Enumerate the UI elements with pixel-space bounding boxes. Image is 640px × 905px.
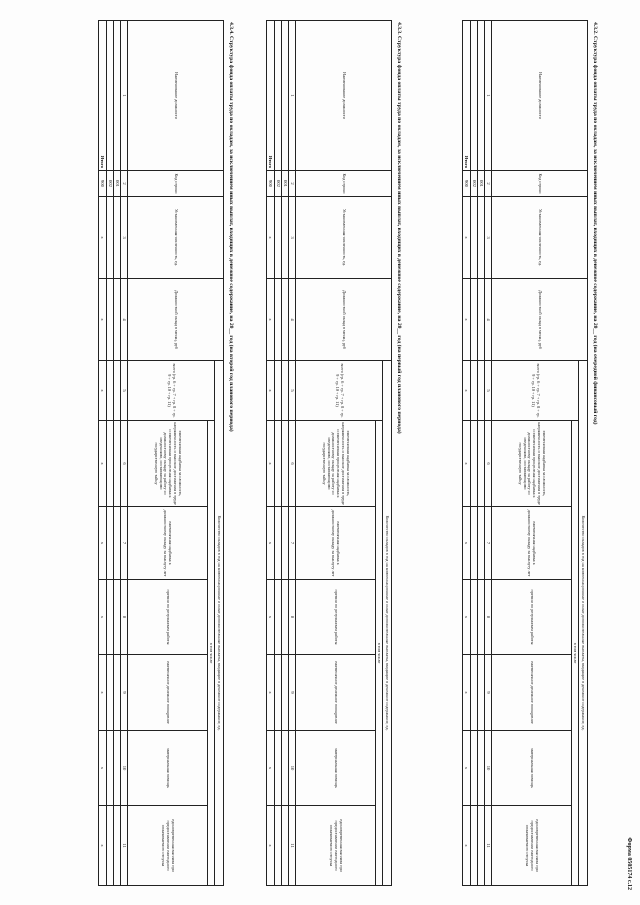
hdr-c11: единовременная выплата при предоставлении ежегодного оплачиваемого отпуска: [492, 806, 572, 886]
hdr-c9: ежемесячное денежное поощрение: [492, 655, 572, 731]
col-number-row: 1 2 3 4 5 6 7 8 9 10 11: [289, 21, 296, 886]
table-row: 001: [282, 21, 289, 886]
hdr-total: всего (гр. 6 + гр. 7 + гр. 8 + гр. 9 + гр. 10 + гр. 11): [296, 361, 383, 421]
hdr-staff: Установленная численность, ед.: [128, 197, 224, 279]
hdr-qty: Количество окладов в год на компенсационные и иные дополнительные выплаты, входящие в денежное содержание, ед.: [383, 361, 392, 886]
total-row: Итого 900 x x x x x x x x x: [99, 21, 107, 886]
hdr-c10: материальная помощь: [128, 731, 208, 806]
structure-table-2: [266, 20, 392, 886]
hdr-c10: материальная помощь: [492, 731, 572, 806]
form-code: Форма 0505174 с.12: [626, 837, 632, 890]
hdr-total: всего (гр. 6 + гр. 7 + гр. 8 + гр. 9 + гр. 10 + гр. 11): [492, 361, 579, 421]
hdr-c11: единовременная выплата при предоставлении ежегодного оплачиваемого отпуска: [296, 806, 376, 886]
hdr-c10: материальная помощь: [296, 731, 376, 806]
hdr-incl: в том числе: [208, 421, 215, 886]
total-row: Итого 900 x x x x x x x x x: [463, 21, 471, 886]
hdr-c6: ежемесячная надбавка за сложность, напряженность и высокие достижения в труде и ежемесячная процентная надбавка к должностному окладу за работу со сведениями, составляющими государственную тайну: [128, 421, 208, 507]
section-title-1: 4.3.2. Структура фонда оплаты труда по окладам, за исключением иных выплат, входящих в денежное содержание, на 20__ год (на очередной финансовый год): [592, 22, 598, 425]
col-number-row: 1 2 3 4 5 6 7 8 9 10 11: [121, 21, 128, 886]
structure-table-3: [98, 20, 224, 886]
hdr-c6: ежемесячная надбавка за сложность, напряженность и высокие достижения в труде и ежемесячная процентная надбавка к должностному окладу за работу со сведениями, составляющими государственную тайну: [492, 421, 572, 507]
hdr-total: всего (гр. 6 + гр. 7 + гр. 8 + гр. 9 + гр. 10 + гр. 11): [128, 361, 215, 421]
col-number-row: 1 2 3 4 5 6 7 8 9 10 11: [485, 21, 492, 886]
hdr-c7: ежемесячная надбавка к должностному окладу за выслугу лет: [128, 507, 208, 580]
table-row: 002: [275, 21, 282, 886]
hdr-salary: Должностной оклад в месяц, руб: [492, 279, 588, 361]
hdr-incl: в том числе: [572, 421, 579, 886]
hdr-c8: премии по результатам работы: [296, 580, 376, 655]
hdr-c9: ежемесячное денежное поощрение: [296, 655, 376, 731]
hdr-incl: в том числе: [376, 421, 383, 886]
table-row: 002: [107, 21, 114, 886]
section-title-3: 4.3.4. Структура фонда оплаты труда по окладам, за исключением иных выплат, входящих в денежное содержание, на 20__ год (на второй год планового периода): [228, 22, 234, 432]
hdr-salary: Должностной оклад в месяц, руб: [296, 279, 392, 361]
hdr-qty: Количество окладов в год на компенсационные и иные дополнительные выплаты, входящие в денежное содержание, ед.: [579, 361, 588, 886]
hdr-c7: ежемесячная надбавка к должностному окладу за выслугу лет: [296, 507, 376, 580]
hdr-qty: Количество окладов в год на компенсационные и иные дополнительные выплаты, входящие в денежное содержание, ед.: [215, 361, 224, 886]
hdr-salary: Должностной оклад в месяц, руб: [128, 279, 224, 361]
hdr-code: Код строки: [128, 171, 224, 197]
hdr-c11: единовременная выплата при предоставлении ежегодного оплачиваемого отпуска: [128, 806, 208, 886]
total-row: Итого 900 x x x x x x x x x: [267, 21, 275, 886]
section-title-2: 4.3.3. Структура фонда оплаты труда по окладам, за исключением иных выплат, входящих в денежное содержание, на 20__ год (на первый год планового периода): [396, 22, 402, 434]
hdr-c6: ежемесячная надбавка за сложность, напряженность и высокие достижения в труде и ежемесячная процентная надбавка к должностному окладу за работу со сведениями, составляющими государственную тайну: [296, 421, 376, 507]
hdr-c8: премии по результатам работы: [128, 580, 208, 655]
hdr-position: Наименование должности: [492, 21, 588, 171]
hdr-position: Наименование должности: [128, 21, 224, 171]
hdr-code: Код строки: [492, 171, 588, 197]
hdr-c8: премии по результатам работы: [492, 580, 572, 655]
table-row: 002: [471, 21, 478, 886]
hdr-c7: ежемесячная надбавка к должностному окладу за выслугу лет: [492, 507, 572, 580]
hdr-staff: Установленная численность, ед.: [296, 197, 392, 279]
hdr-code: Код строки: [296, 171, 392, 197]
table-row: 001: [478, 21, 485, 886]
hdr-position: Наименование должности: [296, 21, 392, 171]
structure-table-1: [462, 20, 588, 886]
hdr-c9: ежемесячное денежное поощрение: [128, 655, 208, 731]
table-row: 001: [114, 21, 121, 886]
hdr-staff: Установленная численность, ед.: [492, 197, 588, 279]
